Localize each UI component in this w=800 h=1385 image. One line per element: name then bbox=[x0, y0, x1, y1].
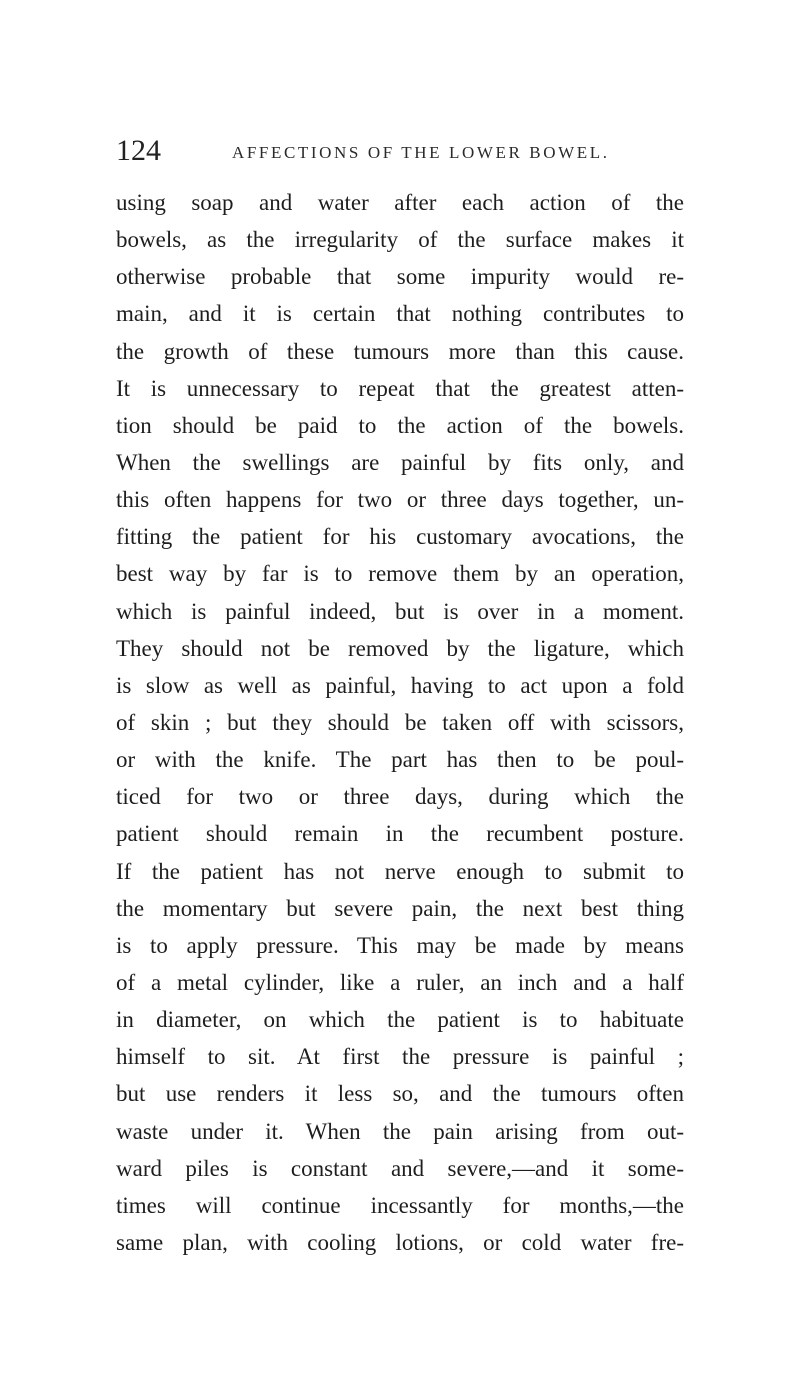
text-line: waste under it. When the pain arising from out- bbox=[116, 1118, 684, 1144]
text-line: main, and it is certain that nothing contributes to bbox=[116, 301, 684, 327]
text-line: otherwise probable that some impurity would re- bbox=[116, 264, 684, 290]
text-line: this often happens for two or three days together, un- bbox=[116, 487, 684, 513]
text-line: patient should remain in the recumbent posture. bbox=[116, 821, 684, 847]
text-line: of a metal cylinder, like a ruler, an inch and a half bbox=[116, 969, 684, 995]
text-line: ward piles is constant and severe,—and it some- bbox=[116, 1155, 684, 1181]
text-line: bowels, as the irregularity of the surface makes it bbox=[116, 227, 684, 253]
text-line: same plan, with cooling lotions, or cold water fre- bbox=[116, 1229, 684, 1255]
text-line: ticed for two or three days, during which the bbox=[116, 784, 684, 810]
text-line: best way by far is to remove them by an operation, bbox=[116, 561, 684, 587]
running-head: AFFECTIONS OF THE LOWER BOWEL. bbox=[232, 143, 610, 162]
text-line: fitting the patient for his customary avocations, the bbox=[116, 524, 684, 550]
text-line: times will continue incessantly for months,—the bbox=[116, 1192, 684, 1218]
page-number: 124 bbox=[116, 134, 161, 167]
text-line: tion should be paid to the action of the bowels. bbox=[116, 412, 684, 438]
text-line: himself to sit. At first the pressure is painful ; bbox=[116, 1044, 684, 1070]
text-line: the growth of these tumours more than this cause. bbox=[116, 338, 684, 364]
text-line: in diameter, on which the patient is to habituate bbox=[116, 1007, 684, 1033]
text-line: which is painful indeed, but is over in a moment. bbox=[116, 598, 684, 624]
text-line: the momentary but severe pain, the next best thing bbox=[116, 895, 684, 921]
text-line: If the patient has not nerve enough to submit to bbox=[116, 858, 684, 884]
text-line: using soap and water after each action of the bbox=[116, 190, 684, 215]
text-line: but use renders it less so, and the tumours often bbox=[116, 1081, 684, 1107]
text-line: is slow as well as painful, having to act upon a fold bbox=[116, 672, 684, 698]
text-line: When the swellings are painful by fits only, and bbox=[116, 449, 684, 475]
text-line: They should not be removed by the ligature, which bbox=[116, 635, 684, 661]
text-line: of skin ; but they should be taken off with scissors, bbox=[116, 709, 684, 735]
text-line: It is unnecessary to repeat that the greatest atten- bbox=[116, 375, 684, 401]
text-line: or with the knife. The part has then to be poul- bbox=[116, 747, 684, 773]
text-line: is to apply pressure. This may be made by means bbox=[116, 932, 684, 958]
page-header bbox=[116, 134, 736, 168]
body-text bbox=[116, 184, 684, 1261]
